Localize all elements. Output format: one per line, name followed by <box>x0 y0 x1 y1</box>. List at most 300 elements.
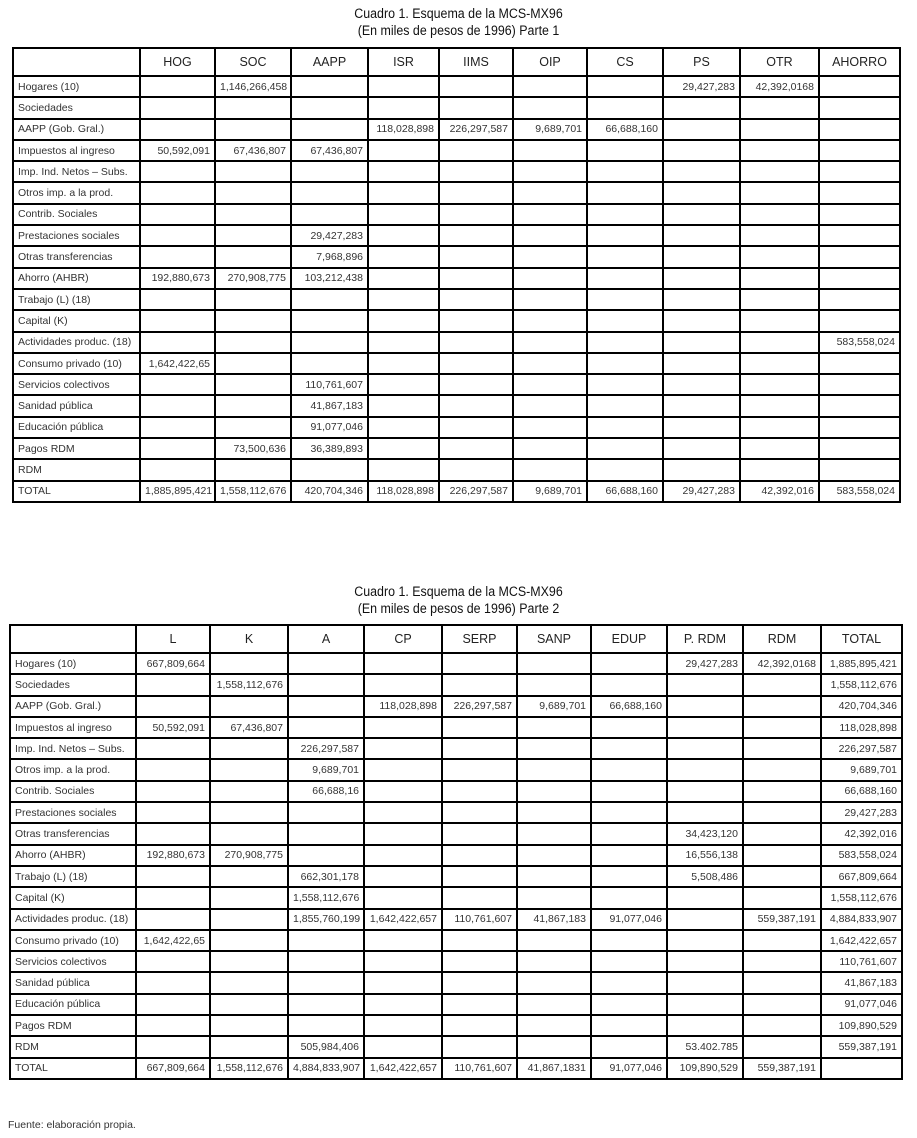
value-cell <box>439 268 513 289</box>
value-cell <box>288 930 364 951</box>
table-row <box>10 951 902 972</box>
value-cell <box>136 994 210 1015</box>
table-row <box>13 268 900 289</box>
value-cell <box>663 161 740 182</box>
value-cell: 36,389,893 <box>291 438 368 459</box>
value-cell <box>215 225 291 246</box>
value-cell <box>136 972 210 993</box>
value-cell <box>136 674 210 695</box>
value-cell <box>210 1015 288 1036</box>
value-cell: 7,968,896 <box>291 246 368 267</box>
value-cell <box>364 887 442 908</box>
value-cell <box>368 289 439 310</box>
row-label: Otras transferencias <box>13 246 140 267</box>
value-cell <box>136 823 210 844</box>
table-row <box>10 930 902 951</box>
value-cell: 505,984,406 <box>288 1036 364 1057</box>
row-label: AAPP (Gob. Gral.) <box>10 696 136 717</box>
row-label: TOTAL <box>13 481 140 502</box>
value-cell <box>517 994 591 1015</box>
value-cell <box>210 951 288 972</box>
value-cell: 110,761,607 <box>442 909 517 930</box>
value-cell: 667,809,664 <box>821 866 902 887</box>
row-label: Ahorro (AHBR) <box>10 845 136 866</box>
value-cell <box>663 374 740 395</box>
value-cell <box>288 951 364 972</box>
table-row <box>10 674 902 695</box>
value-cell <box>663 140 740 161</box>
value-cell <box>215 204 291 225</box>
value-cell: 1,642,422,657 <box>364 909 442 930</box>
value-cell <box>819 76 900 97</box>
value-cell: 559,387,191 <box>821 1036 902 1057</box>
column-header: AHORRO <box>819 48 900 76</box>
row-label: Imp. Ind. Netos – Subs. <box>13 161 140 182</box>
value-cell <box>513 332 587 353</box>
value-cell <box>442 717 517 738</box>
value-cell <box>364 759 442 780</box>
value-cell: 67,436,807 <box>210 717 288 738</box>
table-row <box>13 438 900 459</box>
value-cell <box>740 140 819 161</box>
value-cell <box>819 119 900 140</box>
value-cell <box>587 438 663 459</box>
value-cell <box>517 759 591 780</box>
value-cell <box>740 374 819 395</box>
value-cell: 109,890,529 <box>667 1058 743 1079</box>
value-cell <box>210 823 288 844</box>
value-cell <box>819 438 900 459</box>
value-cell: 583,558,024 <box>819 332 900 353</box>
value-cell <box>291 459 368 480</box>
value-cell: 41,867,183 <box>291 395 368 416</box>
value-cell <box>743 887 821 908</box>
value-cell <box>743 696 821 717</box>
value-cell <box>517 802 591 823</box>
row-label: Trabajo (L) (18) <box>10 866 136 887</box>
table2-title: Cuadro 1. Esquema de la MCS-MX96 <box>354 584 563 599</box>
value-cell <box>439 395 513 416</box>
table-row <box>13 374 900 395</box>
row-label: Servicios colectivos <box>10 951 136 972</box>
table-row <box>13 332 900 353</box>
value-cell <box>663 225 740 246</box>
value-cell <box>740 438 819 459</box>
value-cell <box>819 161 900 182</box>
value-cell <box>587 374 663 395</box>
value-cell: 5,508,486 <box>667 866 743 887</box>
value-cell <box>587 353 663 374</box>
row-label: Servicios colectivos <box>13 374 140 395</box>
sam-table-part2 <box>9 624 903 1080</box>
value-cell <box>215 119 291 140</box>
value-cell: 1,558,112,676 <box>821 887 902 908</box>
value-cell <box>587 97 663 118</box>
value-cell <box>743 759 821 780</box>
value-cell <box>743 1015 821 1036</box>
value-cell: 66,688,160 <box>587 119 663 140</box>
value-cell <box>591 802 667 823</box>
value-cell: 103,212,438 <box>291 268 368 289</box>
value-cell <box>364 1015 442 1036</box>
value-cell <box>743 845 821 866</box>
value-cell <box>368 204 439 225</box>
value-cell <box>291 289 368 310</box>
value-cell <box>368 140 439 161</box>
value-cell <box>587 289 663 310</box>
value-cell: 53.402.785 <box>667 1036 743 1057</box>
column-header: OTR <box>740 48 819 76</box>
value-cell <box>740 353 819 374</box>
value-cell <box>667 802 743 823</box>
table-row <box>10 759 902 780</box>
value-cell: 118,028,898 <box>821 717 902 738</box>
value-cell <box>740 289 819 310</box>
value-cell <box>591 759 667 780</box>
value-cell: 34,423,120 <box>667 823 743 844</box>
value-cell <box>210 930 288 951</box>
value-cell <box>591 823 667 844</box>
value-cell <box>210 781 288 802</box>
column-header: EDUP <box>591 625 667 653</box>
row-label: Sociedades <box>10 674 136 695</box>
value-cell <box>587 332 663 353</box>
value-cell <box>591 717 667 738</box>
value-cell <box>136 1036 210 1057</box>
value-cell: 66,688,16 <box>288 781 364 802</box>
value-cell <box>210 653 288 674</box>
value-cell <box>587 268 663 289</box>
value-cell <box>288 994 364 1015</box>
value-cell <box>587 161 663 182</box>
corner-cell <box>10 625 136 653</box>
value-cell <box>667 759 743 780</box>
value-cell <box>591 994 667 1015</box>
value-cell <box>663 204 740 225</box>
value-cell <box>819 289 900 310</box>
value-cell <box>819 268 900 289</box>
value-cell: 226,297,587 <box>442 696 517 717</box>
value-cell <box>439 310 513 331</box>
value-cell <box>368 459 439 480</box>
value-cell: 50,592,091 <box>140 140 215 161</box>
value-cell <box>364 994 442 1015</box>
value-cell <box>513 438 587 459</box>
value-cell <box>517 972 591 993</box>
value-cell <box>517 738 591 759</box>
value-cell <box>513 97 587 118</box>
value-cell <box>136 696 210 717</box>
value-cell <box>663 119 740 140</box>
value-cell: 41,867,1831 <box>517 1058 591 1079</box>
value-cell: 91,077,046 <box>591 1058 667 1079</box>
table1-title: Cuadro 1. Esquema de la MCS-MX96 <box>354 6 563 21</box>
value-cell <box>513 76 587 97</box>
value-cell <box>136 909 210 930</box>
value-cell <box>364 930 442 951</box>
value-cell <box>667 887 743 908</box>
value-cell <box>364 823 442 844</box>
value-cell <box>743 866 821 887</box>
value-cell <box>513 161 587 182</box>
value-cell: 1,855,760,199 <box>288 909 364 930</box>
value-cell <box>663 332 740 353</box>
value-cell <box>364 972 442 993</box>
value-cell <box>819 246 900 267</box>
value-cell: 583,558,024 <box>821 845 902 866</box>
value-cell <box>517 823 591 844</box>
row-label: Ahorro (AHBR) <box>13 268 140 289</box>
column-header: P. RDM <box>667 625 743 653</box>
value-cell <box>364 951 442 972</box>
value-cell <box>663 353 740 374</box>
value-cell <box>210 802 288 823</box>
row-label: Capital (K) <box>10 887 136 908</box>
column-header: OIP <box>513 48 587 76</box>
value-cell <box>513 353 587 374</box>
table-row <box>10 1058 902 1079</box>
value-cell: 1,885,895,421 <box>821 653 902 674</box>
value-cell <box>368 374 439 395</box>
value-cell: 110,761,607 <box>442 1058 517 1079</box>
row-label: Actividades produc. (18) <box>13 332 140 353</box>
value-cell <box>136 781 210 802</box>
value-cell <box>368 353 439 374</box>
value-cell <box>442 738 517 759</box>
value-cell <box>210 994 288 1015</box>
value-cell <box>291 76 368 97</box>
value-cell: 118,028,898 <box>368 481 439 502</box>
value-cell <box>667 738 743 759</box>
value-cell: 226,297,587 <box>821 738 902 759</box>
column-header: AAPP <box>291 48 368 76</box>
value-cell: 270,908,775 <box>210 845 288 866</box>
value-cell <box>288 972 364 993</box>
row-label: Sanidad pública <box>13 395 140 416</box>
value-cell: 9,689,701 <box>288 759 364 780</box>
value-cell <box>215 332 291 353</box>
column-header: TOTAL <box>821 625 902 653</box>
value-cell <box>442 951 517 972</box>
value-cell <box>587 310 663 331</box>
value-cell <box>442 930 517 951</box>
value-cell <box>210 759 288 780</box>
value-cell <box>215 246 291 267</box>
value-cell <box>442 994 517 1015</box>
value-cell <box>517 717 591 738</box>
value-cell <box>210 866 288 887</box>
value-cell <box>743 823 821 844</box>
value-cell <box>819 97 900 118</box>
value-cell <box>667 909 743 930</box>
value-cell <box>215 310 291 331</box>
value-cell <box>140 310 215 331</box>
value-cell <box>517 781 591 802</box>
row-label: AAPP (Gob. Gral.) <box>13 119 140 140</box>
value-cell <box>667 781 743 802</box>
value-cell <box>140 289 215 310</box>
value-cell: 226,297,587 <box>439 481 513 502</box>
value-cell: 1,642,422,657 <box>364 1058 442 1079</box>
value-cell <box>587 140 663 161</box>
value-cell <box>740 417 819 438</box>
value-cell <box>513 268 587 289</box>
value-cell <box>136 759 210 780</box>
value-cell <box>513 310 587 331</box>
value-cell <box>215 182 291 203</box>
value-cell <box>819 182 900 203</box>
value-cell <box>513 289 587 310</box>
value-cell <box>439 353 513 374</box>
value-cell <box>740 395 819 416</box>
value-cell <box>136 866 210 887</box>
column-header: IIMS <box>439 48 513 76</box>
table2-caption <box>37 583 881 617</box>
value-cell <box>140 459 215 480</box>
value-cell <box>136 887 210 908</box>
value-cell <box>439 374 513 395</box>
table1-subtitle: (En miles de pesos de 1996) Parte 1 <box>357 23 560 38</box>
value-cell: 1,885,895,421 <box>140 481 215 502</box>
table-row <box>10 972 902 993</box>
column-header: RDM <box>743 625 821 653</box>
value-cell: 29,427,283 <box>291 225 368 246</box>
value-cell <box>288 1015 364 1036</box>
value-cell <box>215 97 291 118</box>
value-cell <box>743 717 821 738</box>
value-cell <box>291 97 368 118</box>
table-row <box>10 653 902 674</box>
value-cell <box>587 417 663 438</box>
row-label: TOTAL <box>10 1058 136 1079</box>
value-cell: 91,077,046 <box>591 909 667 930</box>
value-cell: 226,297,587 <box>439 119 513 140</box>
value-cell <box>368 268 439 289</box>
value-cell <box>368 161 439 182</box>
value-cell: 662,301,178 <box>288 866 364 887</box>
value-cell <box>513 459 587 480</box>
value-cell <box>368 417 439 438</box>
table-row <box>13 225 900 246</box>
value-cell <box>368 438 439 459</box>
row-label: Educación pública <box>13 417 140 438</box>
value-cell: 9,689,701 <box>517 696 591 717</box>
value-cell: 667,809,664 <box>136 1058 210 1079</box>
value-cell <box>740 225 819 246</box>
row-label: Actividades produc. (18) <box>10 909 136 930</box>
value-cell <box>591 866 667 887</box>
table-row <box>10 802 902 823</box>
value-cell <box>743 930 821 951</box>
row-label: Prestaciones sociales <box>13 225 140 246</box>
value-cell <box>140 119 215 140</box>
value-cell <box>140 374 215 395</box>
table-row <box>10 845 902 866</box>
value-cell <box>364 717 442 738</box>
value-cell: 192,880,673 <box>136 845 210 866</box>
value-cell <box>517 674 591 695</box>
value-cell <box>136 1015 210 1036</box>
value-cell: 1,558,112,676 <box>288 887 364 908</box>
value-cell: 9,689,701 <box>513 119 587 140</box>
value-cell <box>140 182 215 203</box>
value-cell: 9,689,701 <box>513 481 587 502</box>
value-cell <box>439 97 513 118</box>
value-cell: 270,908,775 <box>215 268 291 289</box>
value-cell <box>439 332 513 353</box>
table-row <box>10 738 902 759</box>
column-header: K <box>210 625 288 653</box>
value-cell <box>442 653 517 674</box>
value-cell <box>288 845 364 866</box>
value-cell <box>140 204 215 225</box>
table-row <box>10 717 902 738</box>
value-cell <box>591 972 667 993</box>
value-cell: 559,387,191 <box>743 909 821 930</box>
value-cell <box>587 76 663 97</box>
value-cell: 29,427,283 <box>821 802 902 823</box>
value-cell <box>291 161 368 182</box>
value-cell <box>591 887 667 908</box>
value-cell <box>819 459 900 480</box>
row-label: Imp. Ind. Netos – Subs. <box>10 738 136 759</box>
value-cell <box>743 738 821 759</box>
row-label: Capital (K) <box>13 310 140 331</box>
value-cell: 110,761,607 <box>821 951 902 972</box>
table-row <box>13 417 900 438</box>
value-cell <box>442 1015 517 1036</box>
value-cell <box>442 1036 517 1057</box>
value-cell: 1,558,112,676 <box>210 1058 288 1079</box>
value-cell <box>743 674 821 695</box>
value-cell <box>140 161 215 182</box>
table-row <box>13 97 900 118</box>
value-cell <box>215 395 291 416</box>
value-cell <box>368 182 439 203</box>
column-header: ISR <box>368 48 439 76</box>
sam-table-part1 <box>12 47 901 503</box>
table-row <box>10 1015 902 1036</box>
value-cell: 50,592,091 <box>136 717 210 738</box>
value-cell <box>136 802 210 823</box>
value-cell <box>442 674 517 695</box>
value-cell <box>210 887 288 908</box>
value-cell <box>140 76 215 97</box>
value-cell <box>743 972 821 993</box>
value-cell <box>364 674 442 695</box>
value-cell <box>591 674 667 695</box>
value-cell <box>364 866 442 887</box>
value-cell: 1,558,112,676 <box>215 481 291 502</box>
value-cell <box>821 1058 902 1079</box>
column-header: HOG <box>140 48 215 76</box>
value-cell <box>591 1036 667 1057</box>
value-cell <box>291 310 368 331</box>
value-cell <box>819 353 900 374</box>
value-cell: 110,761,607 <box>291 374 368 395</box>
row-label: Contrib. Sociales <box>10 781 136 802</box>
row-label: Prestaciones sociales <box>10 802 136 823</box>
value-cell: 1,146,266,458 <box>215 76 291 97</box>
value-cell <box>663 289 740 310</box>
value-cell <box>513 395 587 416</box>
row-label: Otras transferencias <box>10 823 136 844</box>
value-cell: 1,642,422,65 <box>140 353 215 374</box>
value-cell: 118,028,898 <box>364 696 442 717</box>
table-row <box>13 76 900 97</box>
value-cell: 1,642,422,657 <box>821 930 902 951</box>
value-cell: 4,884,833,907 <box>821 909 902 930</box>
